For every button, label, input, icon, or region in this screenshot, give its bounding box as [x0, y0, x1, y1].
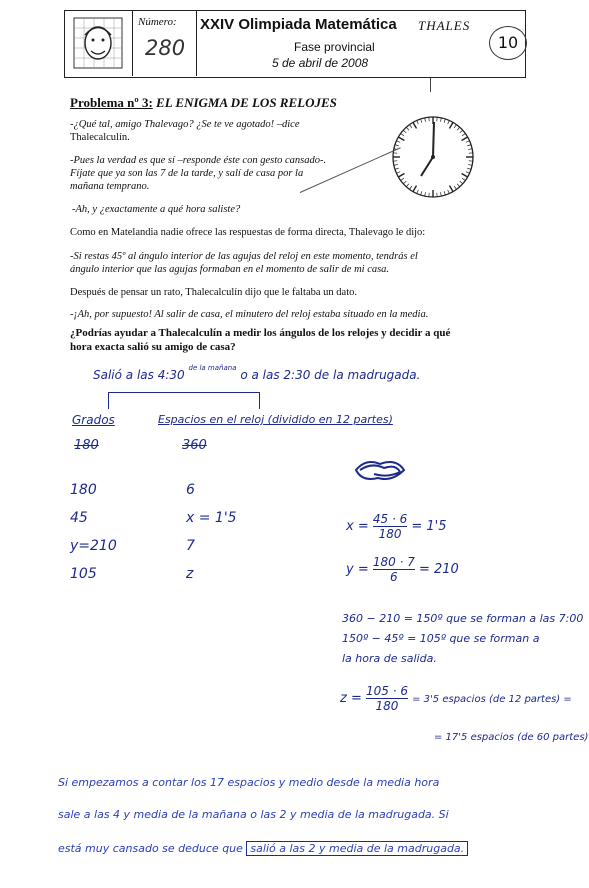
clock-tick	[396, 172, 400, 174]
final-line-1: Si empezamos a contar los 17 espacios y medio desde la media hora	[58, 776, 440, 789]
participant-number: 280	[145, 36, 186, 60]
clock-tick	[462, 174, 468, 178]
spaces-cell: z	[186, 566, 194, 582]
clock-tick	[462, 178, 465, 180]
calc-x	[346, 512, 447, 541]
calc-z-num: 105 · 6	[366, 684, 408, 698]
clock-tick	[448, 190, 450, 194]
clock-tick	[462, 133, 465, 135]
dialog-line-3: -Ah, y ¿exactamente a qué hora saliste?	[72, 204, 241, 215]
note-line-3: la hora de salida.	[342, 652, 437, 665]
clock-tick	[454, 125, 456, 128]
clock-tick	[394, 164, 398, 165]
crossed-value: 360	[182, 438, 207, 453]
dialog-line-7: -¡Ah, por supuesto! Al salir de casa, el minutero del reloj estaba situado en la media.	[70, 309, 429, 320]
question-line-1: ¿Podrías ayudar a Thalecalculín a medir los ángulos de los relojes y decidir a qué	[70, 327, 451, 339]
brand-name: THALES	[418, 18, 471, 33]
calc-z-lhs: z =	[340, 691, 362, 706]
calc-x-result: = 1'5	[411, 519, 447, 534]
clock-tick	[406, 184, 409, 187]
score-circle: 10	[489, 26, 527, 60]
degrees-cell: 45	[70, 510, 88, 526]
clock-tick	[398, 137, 404, 141]
clock-tick	[421, 191, 422, 195]
clock-tick	[440, 118, 441, 122]
calc-x-num: 45 · 6	[372, 512, 408, 526]
note-line-1: 360 − 210 = 150º que se forman a las 7:00	[342, 612, 584, 625]
clock-tick	[409, 186, 411, 189]
spaces-cell: 6	[186, 482, 195, 498]
clock-tick	[403, 181, 406, 184]
note-line-2: 150º − 45º = 105º que se forman a	[342, 632, 540, 645]
clock-tick	[466, 141, 470, 143]
paragraph-4: Como en Matelandia nadie ofrece las respuestas de forma directa, Thalevago le dijo:	[70, 227, 426, 238]
clock-tick	[421, 119, 422, 123]
degrees-column	[70, 482, 117, 594]
clock-tick	[444, 119, 445, 123]
scribble-mark	[352, 456, 408, 489]
degrees-cell: 180	[70, 482, 97, 498]
calc-z-den: 180	[375, 699, 399, 713]
calc-x-den: 180	[378, 527, 402, 541]
clock-tick	[460, 130, 463, 133]
calc-z	[340, 684, 572, 713]
dialog-line-5a: -Si restas 45º al ángulo interior de las agujas del reloj en este momento, tendrás el	[70, 251, 418, 262]
answer-sup: de la mañana	[188, 364, 237, 372]
calc-z-result-2: = 17'5 espacios (de 60 partes)	[434, 732, 589, 743]
calc-y	[346, 555, 459, 584]
calc-y-result: = 210	[418, 562, 459, 577]
divider-line	[430, 78, 431, 92]
degrees-cell: y=210	[70, 538, 117, 554]
number-label: Número:	[138, 16, 177, 28]
calc-y-lhs: y =	[346, 562, 369, 577]
clock-tick	[454, 186, 456, 189]
final-answer-box: salió a las 2 y media de la madrugada.	[246, 841, 468, 856]
question-line-2: hora exacta salió su amigo de casa?	[70, 341, 236, 353]
problem-name: EL ENIGMA DE LOS RELOJES	[156, 95, 337, 110]
clock-tick	[466, 172, 470, 174]
clock-tick	[395, 168, 399, 169]
clock-tick	[413, 122, 417, 128]
clock-tick	[425, 118, 426, 122]
clock-tick	[401, 133, 404, 135]
clock-tick	[457, 184, 460, 187]
page-title: XXIV Olimpiada Matemática	[200, 16, 397, 33]
answer-time-1: Salió a las 4:30	[93, 368, 185, 382]
stage-label: Fase provincial	[294, 40, 375, 54]
final-line-3-text: está muy cansado se deduce que	[58, 842, 243, 855]
spaces-cell: 7	[186, 538, 195, 554]
clock-illustration	[388, 112, 478, 202]
clock-tick	[467, 168, 471, 169]
final-line-3	[58, 842, 468, 855]
dialog-line-5b: ángulo interior que las agujas formaban en el momento de salir de mi casa.	[70, 264, 390, 275]
clock-tick	[468, 164, 472, 165]
answer-time-2: o a las 2:30 de la madrugada.	[240, 368, 421, 382]
clock-tick	[457, 127, 460, 130]
logo	[64, 10, 133, 76]
bracket-line	[108, 392, 260, 409]
dialog-line-2a: -Pues la verdad es que sí –responde éste con gesto cansado-.	[70, 155, 327, 166]
dialog-line-2b: Fíjate que ya son las 7 de la tarde, y salí de casa por la	[70, 168, 304, 179]
calc-y-den: 6	[390, 570, 398, 584]
clock-tick	[448, 120, 450, 124]
dialog-line-2c: mañana temprano.	[70, 181, 150, 192]
clock-tick	[417, 190, 419, 194]
clock-tick	[413, 186, 417, 192]
clock-tick	[440, 192, 441, 196]
calc-y-num: 180 · 7	[372, 555, 415, 569]
degrees-cell: 105	[70, 566, 97, 582]
clock-tick	[444, 191, 445, 195]
date-label: 5 de abril de 2008	[272, 56, 369, 70]
calc-x-lhs: x =	[346, 519, 369, 534]
problem-title	[70, 95, 337, 111]
column-head-spaces: Espacios en el reloj (dividido en 12 partes)	[158, 413, 393, 426]
clock-tick	[395, 145, 399, 146]
clock-tick	[403, 130, 406, 133]
clock-tick	[409, 125, 411, 128]
clock-tick	[401, 178, 404, 180]
column-head-degrees: Grados	[72, 413, 115, 427]
clock-tick	[406, 127, 409, 130]
clock-tick	[396, 141, 400, 143]
clock-tick	[398, 174, 404, 178]
clock-tick	[425, 192, 426, 196]
clock-tick	[467, 145, 471, 146]
dialog-line-1b: Thalecalculín.	[70, 132, 130, 143]
clock-tick	[468, 149, 472, 150]
calc-z-result-1: = 3'5 espacios (de 12 partes) =	[412, 694, 572, 705]
paragraph-6: Después de pensar un rato, Thalecalculín dijo que le faltaba un dato.	[70, 287, 357, 298]
spaces-cell: x = 1'5	[186, 510, 237, 526]
spaces-column	[186, 482, 237, 594]
clock-tick	[450, 186, 454, 192]
answer-line-1	[93, 364, 421, 382]
problem-label: Problema nº 3:	[70, 95, 153, 110]
dialog-line-1a: -¿Qué tal, amigo Thalevago? ¿Se te ve agotado! –dice	[70, 119, 300, 130]
final-line-2: sale a las 4 y media de la mañana o las 2 y media de la madrugada. Si	[58, 808, 449, 821]
crossed-180: 180	[74, 438, 99, 453]
clock-tick	[450, 122, 454, 128]
clock-tick	[462, 137, 468, 141]
clock-tick	[417, 120, 419, 124]
clock-tick	[460, 181, 463, 184]
